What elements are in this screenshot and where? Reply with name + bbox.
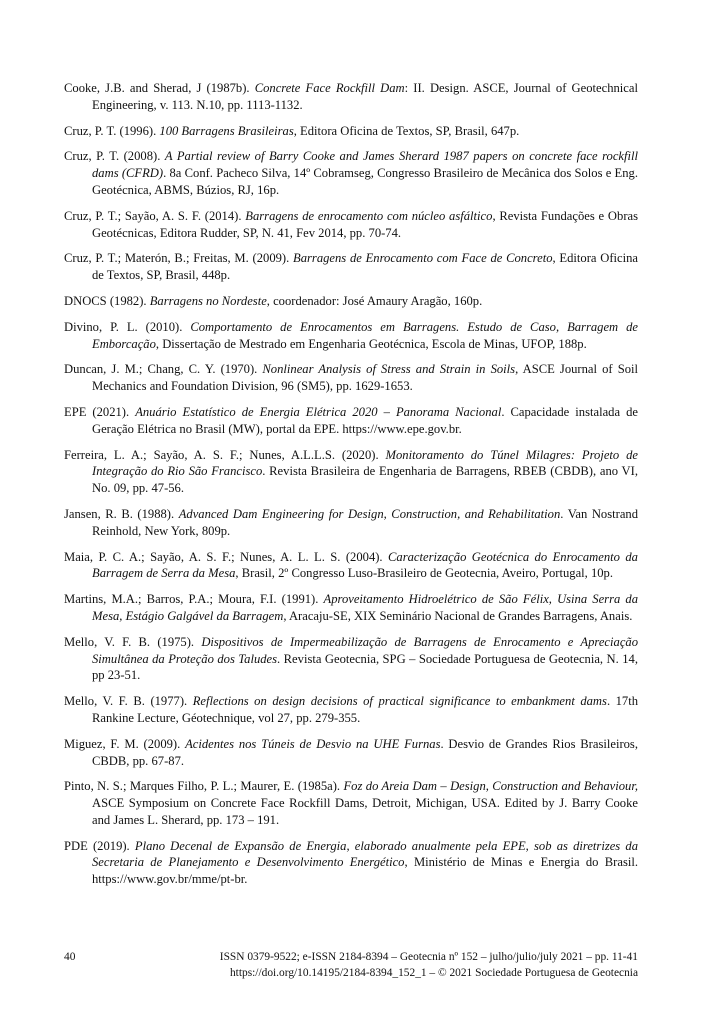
reference-title: Comportamento de Enrocamentos em Barragens. Estudo de Caso, Barragem de Emborcação xyxy=(92,319,638,351)
reference-entry xyxy=(64,736,638,770)
reference-entry xyxy=(64,148,638,198)
reference-entry xyxy=(64,250,638,284)
reference-authors: Martins, M.A.; Barros, P.A.; Moura, F.I. (1991). xyxy=(64,592,324,607)
page-footer xyxy=(64,950,638,981)
reference-entry xyxy=(64,123,638,140)
reference-entry xyxy=(64,693,638,727)
reference-entry xyxy=(64,80,638,114)
reference-authors: Mello, V. F. B. (1977). xyxy=(64,694,193,709)
reference-details: . Revista Geotecnia, SPG – Sociedade Portuguesa de Geotecnia, N. 14, pp 23-51. xyxy=(92,651,638,683)
reference-title: Acidentes nos Túneis de Desvio na UHE Furnas xyxy=(185,736,441,751)
reference-entry xyxy=(64,591,638,625)
reference-title: Barragens de Enrocamento com Face de Concreto xyxy=(293,251,553,266)
reference-details: , Ministério de Minas e Energia do Brasil. https://www.gov.br/mme/pt-br. xyxy=(92,855,638,887)
footer-doi: https://doi.org/10.14195/2184-8394_152_1 – © 2021 Sociedade Portuguesa de Geotecnia xyxy=(229,966,638,979)
reference-title: Anuário Estatístico de Energia Elétrica 2020 – Panorama Nacional xyxy=(135,404,502,419)
reference-entry xyxy=(64,293,638,310)
reference-details: . 17th Rankine Lecture, Géotechnique, vol 27, pp. 279-355. xyxy=(92,694,639,725)
reference-details: : II. Design. ASCE, Journal of Geotechnical Engineering, v. 113. N.10, pp. 1113-1132. xyxy=(92,81,638,112)
reference-authors: Cruz, P. T. (2008). xyxy=(64,149,165,164)
reference-details: , ASCE Journal of Soil Mechanics and Foundation Division, 96 (SM5), pp. 1629-1653. xyxy=(92,362,638,394)
reference-authors: Cruz, P. T.; Materón, B.; Freitas, M. (2009). xyxy=(64,251,294,266)
reference-authors: Duncan, J. M.; Chang, C. Y. (1970). xyxy=(64,362,263,377)
reference-list xyxy=(64,80,638,897)
reference-authors: Ferreira, L. A.; Sayão, A. S. F.; Nunes, A.L.L.S. (2020). xyxy=(64,447,386,462)
reference-title: Advanced Dam Engineering for Design, Construction, and Rehabilitation xyxy=(178,506,561,521)
reference-details: ASCE Symposium on Concrete Face Rockfill Dams, Detroit, Michigan, USA. Edited by J. Barry Cooke and James L. Sherard, pp. 173 – 191. xyxy=(92,796,638,827)
footer-issn: ISSN 0379-9522; e-ISSN 2184-8394 – Geotecnia nº 152 – julho/julio/july 2021 – pp. 11-41 xyxy=(219,951,638,963)
reference-title: Reflections on design decisions of practical significance to embankment dams xyxy=(192,694,607,709)
reference-authors: Miguez, F. M. (2009). xyxy=(64,736,186,751)
reference-authors: Jansen, R. B. (1988). xyxy=(64,506,179,521)
reference-details: . 8a Conf. Pacheco Silva, 14º Cobramseg, Congresso Brasileiro de Mecânica dos Solos e Eng. Geotécnica, ABMS, Búzios, RJ, 16p. xyxy=(92,166,638,197)
reference-details: . Capacidade instalada de Geração Elétrica no Brasil (MW), portal da EPE. https://www.epe.gov.br. xyxy=(92,404,638,436)
reference-authors: Cruz, P. T.; Sayão, A. S. F. (2014). xyxy=(64,208,246,223)
reference-entry xyxy=(64,447,638,497)
reference-details: , Revista Fundações e Obras Geotécnicas, Editora Rudder, SP, N. 41, Fev 2014, pp. 70-74. xyxy=(92,208,638,240)
reference-authors: EPE (2021). xyxy=(64,404,136,419)
reference-title: Barragens no Nordeste xyxy=(149,293,267,308)
reference-details: , Editora Oficina de Textos, SP, Brasil, 647p. xyxy=(293,123,520,138)
reference-authors: DNOCS (1982). xyxy=(64,293,150,308)
reference-authors: Cooke, J.B. and Sherad, J (1987b). xyxy=(64,81,255,95)
reference-title: Foz do Areia Dam – Design, Construction and Behaviour, xyxy=(343,779,638,794)
reference-title: Concrete Face Rockfill Dam xyxy=(254,81,405,95)
reference-authors: Mello, V. F. B. (1975). xyxy=(64,634,202,649)
reference-entry xyxy=(64,404,638,438)
reference-details: , Dissertação de Mestrado em Engenharia Geotécnica, Escola de Minas, UFOP, 188p. xyxy=(155,336,587,351)
reference-details: . Van Nostrand Reinhold, New York, 809p. xyxy=(92,506,638,538)
reference-entry xyxy=(64,838,638,888)
reference-authors: Pinto, N. S.; Marques Filho, P. L.; Maurer, E. (1985a). xyxy=(64,779,344,794)
reference-details: , Brasil, 2º Congresso Luso-Brasileiro de Geotecnia, Aveiro, Portugal, 10p. xyxy=(235,566,613,581)
reference-entry xyxy=(64,361,638,395)
reference-title: Plano Decenal de Expansão de Energia, elaborado anualmente pela EPE, sob as diretrizes da Secretaria de Planejamento e Desenvolvimento Energético xyxy=(92,838,638,870)
reference-title: Dispositivos de Impermeabilização de Barragens de Enrocamento e Apreciação Simultânea da Proteção dos Taludes xyxy=(92,634,639,666)
reference-entry xyxy=(64,506,638,540)
reference-entry xyxy=(64,778,638,828)
reference-authors: PDE (2019). xyxy=(64,838,135,853)
reference-title: 100 Barragens Brasileiras xyxy=(159,123,294,138)
reference-title: Monitoramento do Túnel Milagres: Projeto de Integração do Rio São Francisco xyxy=(92,447,639,479)
reference-authors: Maia, P. C. A.; Sayão, A. S. F.; Nunes, A. L. L. S. (2004). xyxy=(64,549,389,564)
reference-entry xyxy=(64,319,638,353)
reference-details: , Aracaju-SE, XIX Seminário Nacional de Grandes Barragens, Anais. xyxy=(283,608,633,623)
reference-entry xyxy=(64,208,638,242)
reference-title: Aproveitamento Hidroelétrico de São Félix, Usina Serra da Mesa, Estágio Galgável da Barragem xyxy=(92,592,639,623)
reference-details: , Editora Oficina de Textos, SP, Brasil, 448p. xyxy=(92,251,639,283)
reference-title: A Partial review of Barry Cooke and James Sherard 1987 papers on concrete face rockfill dams (CFRD) xyxy=(92,149,638,181)
reference-details: , coordenador: José Amaury Aragão, 160p. xyxy=(266,293,483,308)
reference-title: Barragens de enrocamento com núcleo asfáltico xyxy=(245,208,493,223)
reference-title: Caracterização Geotécnica do Enrocamento da Barragem de Serra da Mesa xyxy=(92,549,638,581)
reference-authors: Cruz, P. T. (1996). xyxy=(64,123,160,138)
reference-entry xyxy=(64,549,638,583)
reference-details: . Desvio de Grandes Rios Brasileiros, CBDB, pp. 67-87. xyxy=(92,736,638,768)
reference-title: Nonlinear Analysis of Stress and Strain in Soils xyxy=(262,362,516,377)
reference-entry xyxy=(64,634,638,684)
reference-details: . Revista Brasileira de Engenharia de Barragens, RBEB (CBDB), ano VI, No. 09, pp. 47-56. xyxy=(92,464,638,496)
page-number: 40 xyxy=(64,951,76,963)
reference-authors: Divino, P. L. (2010). xyxy=(64,319,191,334)
